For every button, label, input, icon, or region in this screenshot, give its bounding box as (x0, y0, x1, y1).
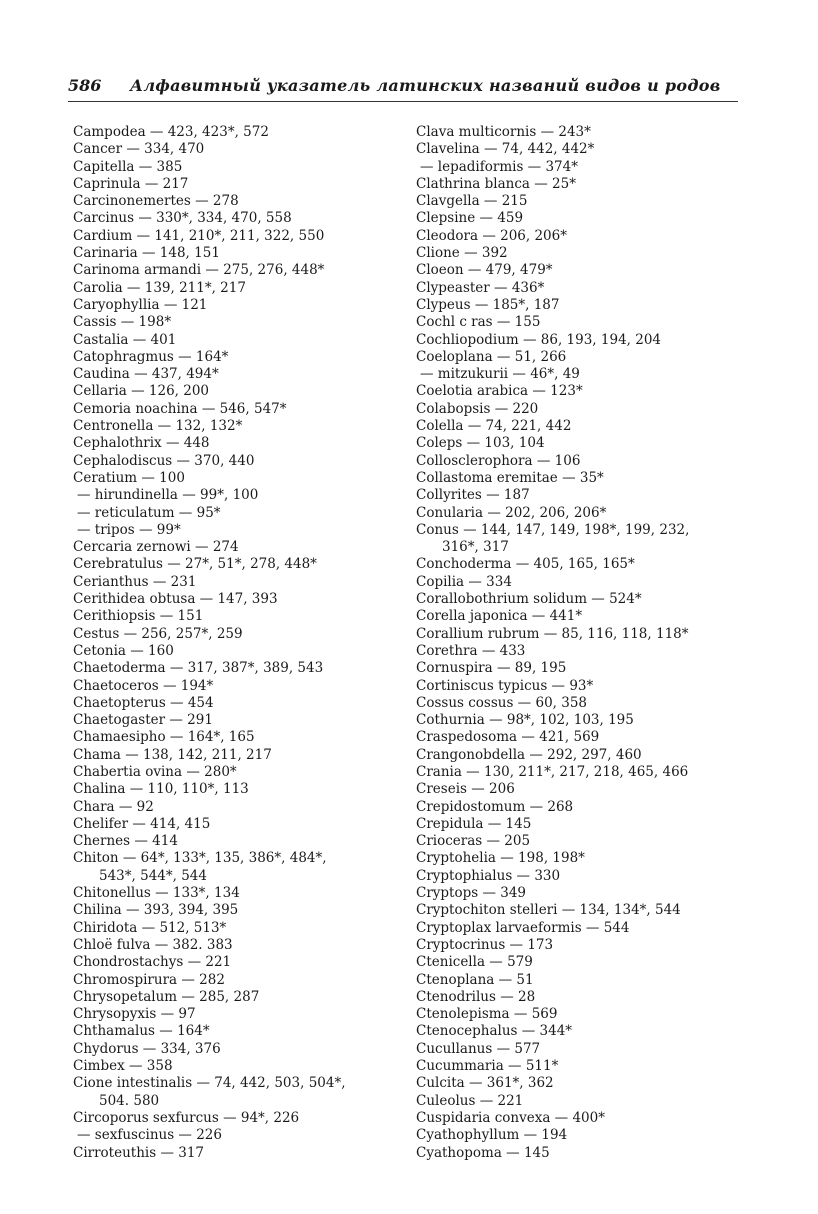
index-entry: Chaetoderma — 317, 387*, 389, 543 (73, 660, 324, 677)
index-entry: Chrysopyxis — 97 (73, 1006, 196, 1023)
index-entry: Colella — 74, 221, 442 (416, 418, 572, 435)
page-number: 586 (68, 76, 102, 95)
index-entry: Corethra — 433 (416, 642, 526, 659)
index-entry: Chaetoceros — 194* (73, 677, 214, 694)
index-entry: Cryptocrinus — 173 (416, 936, 554, 953)
index-entry-continuation: 504. 580 (99, 1092, 160, 1109)
index-entry: Cerithiopsis — 151 (73, 608, 204, 625)
index-entry: Cyathopoma — 145 (416, 1144, 550, 1161)
index-entry: Ctenicella — 579 (416, 954, 533, 971)
index-entry: Capitella — 385 (73, 158, 183, 175)
index-subentry: — mitzukurii — 46*, 49 (420, 366, 580, 383)
index-entry: Cerithidea obtusa — 147, 393 (73, 591, 278, 608)
index-entry: Carolia — 139, 211*, 217 (73, 279, 246, 296)
index-entry: Clavelina — 74, 442, 442* (416, 141, 595, 158)
index-entry: Crangonobdella — 292, 297, 460 (416, 746, 642, 763)
index-entry: Cortiniscus typicus — 93* (416, 677, 594, 694)
index-entry: Cyathophyllum — 194 (416, 1127, 568, 1144)
index-entry: Chabertia ovina — 280* (73, 763, 237, 780)
index-entry: Clathrina blanca — 25* (416, 175, 576, 192)
index-entry: Caudina — 437, 494* (73, 366, 219, 383)
index-entry: Chondrostachys — 221 (73, 954, 232, 971)
index-entry: Coelotia arabica — 123* (416, 383, 583, 400)
index-entry: Chrysopetalum — 285, 287 (73, 988, 260, 1005)
index-entry: Corallium rubrum — 85, 116, 118, 118* (416, 625, 689, 642)
index-entry: Catophragmus — 164* (73, 348, 229, 365)
index-entry: Cochliopodium — 86, 193, 194, 204 (416, 331, 662, 348)
index-entry: Cassis — 198* (73, 314, 172, 331)
index-entry: Ctenoplana — 51 (416, 971, 534, 988)
index-entry: Crepidula — 145 (416, 815, 532, 832)
index-entry: Clypeus — 185*, 187 (416, 296, 560, 313)
index-entry: Cardium — 141, 210*, 211, 322, 550 (73, 227, 325, 244)
index-entry: Conularia — 202, 206, 206* (416, 504, 607, 521)
index-entry: Chernes — 414 (73, 833, 178, 850)
index-entry: Cephalothrix — 448 (73, 435, 210, 452)
index-entry: Cucullanus — 577 (416, 1040, 541, 1057)
index-entry-continuation: 543*, 544*, 544 (99, 867, 207, 884)
index-entry: Centronella — 132, 132* (73, 418, 243, 435)
index-entry: Cestus — 256, 257*, 259 (73, 625, 243, 642)
index-entry: Conchoderma — 405, 165, 165* (416, 556, 635, 573)
index-entry: Chthamalus — 164* (73, 1023, 210, 1040)
index-entry: Cemoria noachina — 546, 547* (73, 400, 287, 417)
index-entry: Cephalodiscus — 370, 440 (73, 452, 255, 469)
index-subentry: — hirundinella — 99*, 100 (77, 487, 259, 504)
index-entry: Corella japonica — 441* (416, 608, 583, 625)
index-entry: Cornuspira — 89, 195 (416, 660, 567, 677)
index-entry: Cione intestinalis — 74, 442, 503, 504*, (73, 1075, 346, 1092)
index-entry: Campodea — 423, 423*, 572 (73, 124, 269, 140)
index-entry: Chloë fulva — 382. 383 (73, 936, 233, 953)
header-rule (68, 101, 738, 102)
index-entry: Cerianthus — 231 (73, 573, 197, 590)
index-entry: Ctenolepisma — 569 (416, 1006, 558, 1023)
index-entry-continuation: 316*, 317 (442, 539, 509, 556)
right-index-column (416, 124, 746, 1162)
index-entry: Clava multicornis — 243* (416, 124, 591, 140)
index-entry: Cuspidaria convexa — 400* (416, 1109, 605, 1126)
index-entry: Crepidostomum — 268 (416, 798, 574, 815)
index-entry: Cossus cossus — 60, 358 (416, 694, 588, 711)
index-entry: Chaetopterus — 454 (73, 694, 214, 711)
index-entry: Copilia — 334 (416, 573, 512, 590)
index-entry: Chamaesipho — 164*, 165 (73, 729, 255, 746)
index-entry: Chara — 92 (73, 798, 154, 815)
left-index-column (73, 124, 403, 1162)
index-subentry: — tripos — 99* (77, 521, 181, 538)
index-entry: Collosclerophora — 106 (416, 452, 581, 469)
index-entry: Castalia — 401 (73, 331, 177, 348)
index-entry: Chiridota — 512, 513* (73, 919, 227, 936)
index-entry: Carcinonemertes — 278 (73, 193, 239, 210)
index-entry: Crioceras — 205 (416, 833, 531, 850)
index-entry: Chama — 138, 142, 211, 217 (73, 746, 272, 763)
page-header (68, 76, 738, 102)
index-subentry: — sexfuscinus — 226 (77, 1127, 222, 1144)
index-entry: Caprinula — 217 (73, 175, 189, 192)
index-entry: Cancer — 334, 470 (73, 141, 205, 158)
index-entry: Carcinus — 330*, 334, 470, 558 (73, 210, 292, 227)
index-entry: Ctenodrilus — 28 (416, 988, 536, 1005)
index-entry: Cryptops — 349 (416, 885, 527, 902)
index-entry: Carinaria — 148, 151 (73, 245, 220, 262)
index-entry: Cothurnia — 98*, 102, 103, 195 (416, 712, 634, 729)
index-entry: Ceratium — 100 (73, 469, 185, 486)
index-entry: Cimbex — 358 (73, 1058, 173, 1075)
index-entry: Corallobothrium solidum — 524* (416, 591, 642, 608)
index-entry: Crania — 130, 211*, 217, 218, 465, 466 (416, 763, 689, 780)
index-entry: Conus — 144, 147, 149, 198*, 199, 232, (416, 521, 690, 538)
index-entry: Chilina — 393, 394, 395 (73, 902, 239, 919)
index-entry: Cucummaria — 511* (416, 1058, 559, 1075)
index-entry: Chromospirura — 282 (73, 971, 225, 988)
index-subentry: — lepadiformis — 374* (420, 158, 578, 175)
index-entry: Cryptochiton stelleri — 134, 134*, 544 (416, 902, 681, 919)
index-subentry: — reticulatum — 95* (77, 504, 221, 521)
index-entry: Coeloplana — 51, 266 (416, 348, 567, 365)
index-entry: Culcita — 361*, 362 (416, 1075, 554, 1092)
index-entry: Collastoma eremitae — 35* (416, 469, 604, 486)
index-entry: Carinoma armandi — 275, 276, 448* (73, 262, 325, 279)
index-entry: Culeolus — 221 (416, 1092, 524, 1109)
index-entry: Chiton — 64*, 133*, 135, 386*, 484*, (73, 850, 327, 867)
index-entry: Collyrites — 187 (416, 487, 530, 504)
index-entry: Chelifer — 414, 415 (73, 815, 211, 832)
index-entry: Clepsine — 459 (416, 210, 524, 227)
index-entry: Cellaria — 126, 200 (73, 383, 210, 400)
index-entry: Ctenocephalus — 344* (416, 1023, 573, 1040)
index-entry: Cloeon — 479, 479* (416, 262, 553, 279)
index-entry: Cetonia — 160 (73, 642, 174, 659)
index-entry: Creseis — 206 (416, 781, 515, 798)
index-entry: Clavgella — 215 (416, 193, 528, 210)
index-entry: Colabopsis — 220 (416, 400, 539, 417)
index-entry: Chalina — 110, 110*, 113 (73, 781, 249, 798)
index-entry: Cryptophialus — 330 (416, 867, 561, 884)
index-entry: Caryophyllia — 121 (73, 296, 208, 313)
index-entry: Clypeaster — 436* (416, 279, 545, 296)
index-entry: Chydorus — 334, 376 (73, 1040, 221, 1057)
index-entry: Cochl c ras — 155 (416, 314, 541, 331)
index-entry: Chitonellus — 133*, 134 (73, 885, 240, 902)
index-entry: Cercaria zernowi — 274 (73, 539, 239, 556)
index-entry: Craspedosoma — 421, 569 (416, 729, 600, 746)
index-entry: Chaetogaster — 291 (73, 712, 213, 729)
index-entry: Cerebratulus — 27*, 51*, 278, 448* (73, 556, 317, 573)
index-entry: Cryptoplax larvaeformis — 544 (416, 919, 630, 936)
index-entry: Circoporus sexfurcus — 94*, 226 (73, 1109, 300, 1126)
index-entry: Cirroteuthis — 317 (73, 1144, 205, 1161)
index-entry: Clione — 392 (416, 245, 508, 262)
running-title: Алфавитный указатель латинских названий видов и родов (130, 76, 721, 95)
index-entry: Cryptohelia — 198, 198* (416, 850, 585, 867)
index-entry: Coleps — 103, 104 (416, 435, 545, 452)
index-entry: Cleodora — 206, 206* (416, 227, 567, 244)
